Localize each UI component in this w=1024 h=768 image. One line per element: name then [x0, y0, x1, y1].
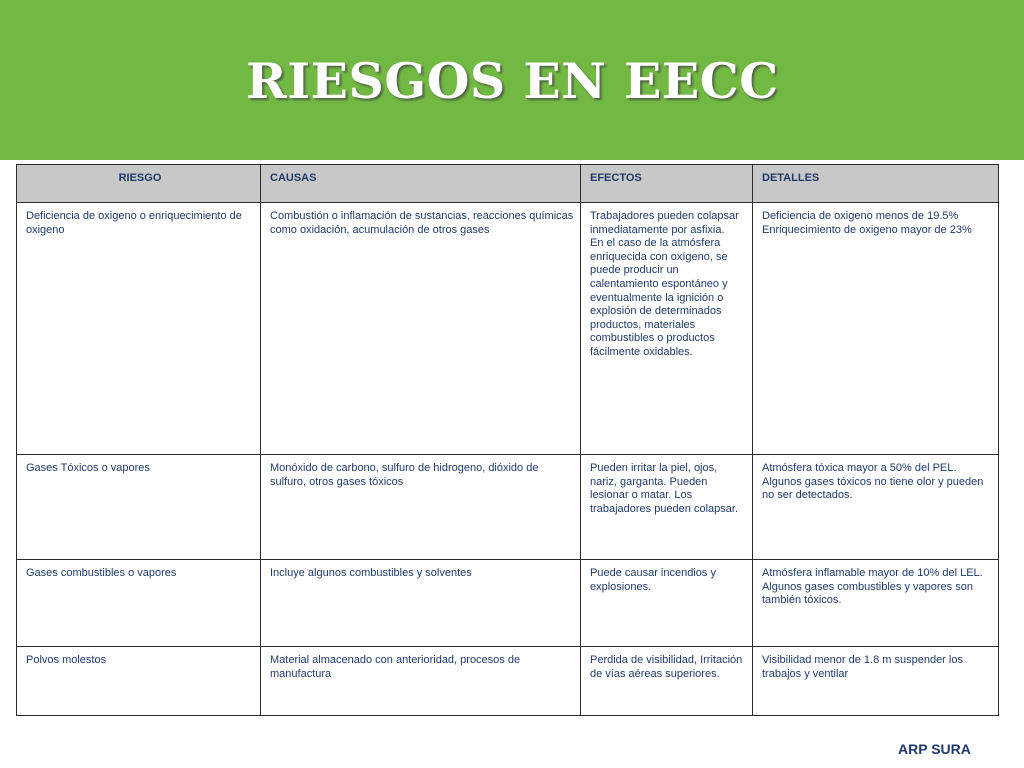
column-header-detalles: DETALLES [753, 165, 999, 203]
cell-text: Trabajadores pueden colapsar inmediatamente por asfixia. En el caso de la atmósfera enriquecida con oxígeno, se puede producir un calentamiento espontáneo y eventualmente la ignición o explosión de determinados productos, materiales combustibles o productos fácilmente oxidables. [590, 210, 739, 358]
cell-causas [261, 647, 581, 716]
cell-efectos [581, 560, 753, 647]
cell-text: Deficiencia de oxigeno menos de 19.5% Enriquecimiento de oxigeno mayor de 23% [762, 210, 972, 236]
cell-efectos [581, 647, 753, 716]
table-header-row [17, 165, 999, 203]
cell-efectos [581, 455, 753, 560]
title-banner [0, 0, 1024, 160]
cell-text: Gases combustibles o vapores [26, 567, 177, 579]
cell-riesgo [17, 560, 261, 647]
cell-causas [261, 203, 581, 455]
cell-text: Visibilidad menor de 1.8 m suspender los trabajos y ventilar [762, 654, 963, 680]
cell-text: Monóxido de carbono, sulfuro de hidrogeno, dióxido de sulfuro, otros gases tóxicos [270, 462, 539, 488]
cell-detalles [753, 203, 999, 455]
cell-detalles [753, 647, 999, 716]
cell-text: Incluye algunos combustibles y solventes [270, 567, 472, 579]
cell-text: Perdida de visibilidad, Irritación de vías aéreas superiores. [590, 654, 743, 680]
table-row [17, 560, 999, 647]
cell-text: Combustión o inflamación de sustancias, reacciones químicas como oxidación, acumulación de otros gases [270, 210, 574, 236]
column-header-causas: CAUSAS [261, 165, 581, 203]
cell-text: Pueden irritar la piel, ojos, nariz, garganta. Pueden lesionar o matar. Los trabajadores pueden colapsar. [590, 462, 738, 515]
cell-text: Deficiencia de oxigeno o enriquecimiento de oxigeno [26, 210, 242, 236]
cell-riesgo [17, 455, 261, 560]
cell-text: Atmósfera inflamable mayor de 10% del LEL. Algunos gases combustibles y vapores son también tóxicos. [762, 567, 983, 607]
risks-table [16, 164, 999, 716]
cell-riesgo [17, 647, 261, 716]
table-row [17, 203, 999, 455]
cell-riesgo [17, 203, 261, 455]
cell-causas [261, 560, 581, 647]
cell-detalles [753, 455, 999, 560]
table-row [17, 455, 999, 560]
table-row [17, 647, 999, 716]
cell-text: Material almacenado con anterioridad, procesos de manufactura [270, 654, 521, 680]
slide-title: RIESGOS EN EECC [246, 52, 779, 110]
cell-detalles [753, 560, 999, 647]
cell-efectos [581, 203, 753, 455]
cell-text: Atmósfera tóxica mayor a 50% del PEL. Algunos gases tóxicos no tiene olor y pueden no ser detectados. [762, 462, 984, 502]
cell-causas [261, 455, 581, 560]
cell-text: Puede causar incendios y explosiones. [590, 567, 716, 593]
brand-footer: ARP SURA [898, 741, 971, 757]
column-header-riesgo: RIESGO [17, 165, 261, 203]
column-header-efectos: EFECTOS [581, 165, 753, 203]
cell-text: Polvos molestos [26, 654, 107, 666]
cell-text: Gases Tóxicos o vapores [26, 462, 150, 474]
